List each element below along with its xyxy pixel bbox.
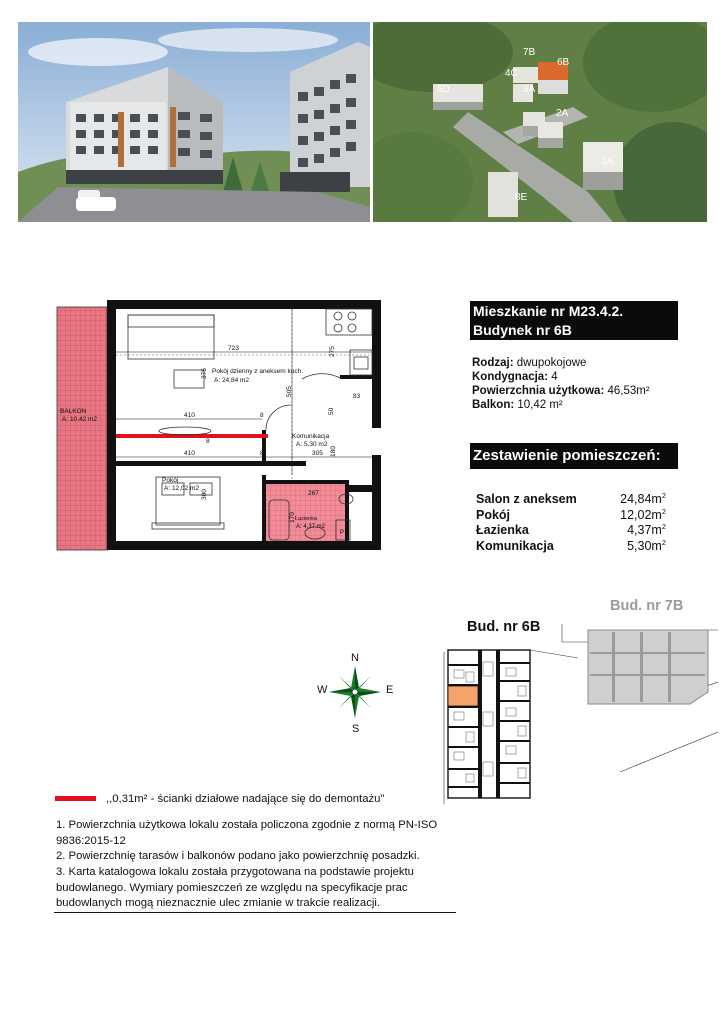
dim-505: 505 — [286, 386, 293, 397]
site-label-4c: 4C — [505, 68, 518, 79]
exterior-render-photo — [18, 22, 370, 222]
room-summary-area-unit: 2 — [661, 537, 666, 547]
building-6b-label: Bud. nr 6B — [467, 619, 541, 635]
room-summary-area-value: 4,37m — [627, 523, 662, 537]
room-summary-area — [610, 523, 666, 537]
living-room-area: A: 24,84 m2 — [214, 377, 250, 384]
dim-8-bottom: 8 — [260, 450, 264, 457]
bathroom-name: Łazienka — [295, 516, 318, 522]
dim-410-bottom: 410 — [184, 450, 195, 457]
bathroom-area-label: A: 4,37 m2 — [296, 524, 326, 530]
dim-723: 723 — [228, 345, 239, 352]
dim-305: 305 — [312, 450, 323, 457]
room-summary-name: Łazienka — [476, 523, 529, 537]
shaft-label: P — [340, 530, 345, 536]
bedroom-name: Pokój — [162, 477, 179, 484]
info-floor — [472, 370, 558, 384]
bathroom-area — [266, 484, 345, 541]
room-summary-area-value: 24,84m — [620, 492, 662, 506]
dim-410-top: 410 — [184, 412, 195, 419]
info-type-value: dwupokojowe — [516, 357, 587, 369]
room-summary-area — [610, 492, 666, 506]
compass-rose-icon — [329, 666, 381, 718]
dim-8-wall: 8 — [206, 438, 210, 445]
dim-275: 275 — [329, 346, 336, 357]
site-label-7b: 7B — [523, 47, 536, 58]
site-plan — [440, 622, 718, 804]
dim-170: 170 — [289, 512, 296, 523]
site-label-3a: 3A — [523, 84, 536, 95]
room-summary-area-value: 5,30m — [627, 538, 662, 553]
site-label-1a: 1A — [601, 156, 614, 167]
note-3: 3. Karta katalogowa lokalu została przygotowana na podstawie projektu budowlanego. Wymiary pomieszczeń ze względu na specyfikacje prac budowlanych mogą nieznacznie ulec zmianie w trakcie realizacji. — [56, 866, 414, 909]
dim-300: 300 — [201, 489, 208, 500]
balcony-area — [57, 307, 107, 550]
balcony-name: BALKON — [60, 408, 87, 415]
site-label-2a: 2A — [556, 108, 569, 119]
hallway-name: Komunikacja — [292, 433, 330, 440]
info-balcony-label: Balkon: — [472, 399, 515, 411]
building-6b-plan — [448, 650, 530, 798]
compass-east: E — [386, 684, 394, 696]
note-1: 1. Powierzchnia użytkowa lokalu została policzona zgodnie z normą PN-ISO 9836:2015-12 — [56, 819, 438, 847]
compass-west: W — [317, 684, 328, 696]
hallway-area: A: 5,30 m2 — [296, 441, 328, 448]
info-type — [472, 356, 586, 370]
room-summary-area-value: 12,02m — [620, 507, 662, 522]
living-room-name: Pokój dzienny z aneksem kuch. — [212, 368, 304, 375]
site-label-6b: 6B — [557, 57, 570, 68]
summary-title: Zestawienie pomieszczeń: — [470, 443, 678, 469]
room-summary-area-unit: 2 — [661, 506, 666, 516]
bedroom-area: A: 12,02 m2 — [164, 485, 200, 492]
room-summary-name: Salon z aneksem — [476, 492, 577, 506]
apartment-title: Mieszkanie nr M23.4.2. — [470, 301, 678, 321]
room-summary-area — [610, 508, 666, 522]
info-balcony-value: 10,42 m² — [517, 399, 563, 411]
notes-divider — [54, 912, 456, 913]
room-summary-name: Komunikacja — [476, 538, 554, 553]
building-title: Budynek nr 6B — [470, 320, 678, 340]
info-area-label: Powierzchnia użytkowa: — [472, 385, 605, 397]
compass-north: N — [351, 652, 359, 664]
room-summary-area-unit: 2 — [661, 490, 666, 500]
site-label-5d: 5D — [437, 84, 450, 95]
note-2: 2. Powierzchnię tarasów i balkonów podano jako powierzchnię posadzki. — [56, 850, 420, 862]
building-7b-plan — [588, 630, 708, 704]
room-summary-name: Pokój — [476, 507, 511, 522]
info-floor-value: 4 — [551, 371, 558, 383]
dim-267: 267 — [308, 490, 319, 497]
apartment-floorplan — [40, 295, 395, 557]
info-type-label: Rodzaj: — [472, 357, 514, 369]
building-7b-label: Bud. nr 7B — [610, 598, 684, 614]
compass-south: S — [352, 723, 360, 735]
demolition-legend-text: ,,0,31m² - ścianki działowe nadające się do demontażu" — [106, 793, 385, 805]
dim-83: 83 — [353, 393, 361, 400]
site-label-8e: 8E — [515, 192, 528, 203]
dim-375: 375 — [201, 368, 208, 379]
demolition-legend-swatch — [55, 796, 96, 801]
room-summary-area-unit: 2 — [661, 521, 666, 531]
dim-180: 180 — [330, 446, 337, 457]
apartment-location-highlight — [448, 686, 478, 706]
room-summary-area — [610, 539, 666, 553]
info-usable-area — [472, 384, 650, 398]
balcony-area-label: A: 10,42 m2 — [62, 416, 98, 423]
info-area-value: 46,53m² — [607, 385, 650, 397]
info-floor-label: Kondygnacja: — [472, 371, 549, 383]
dim-50: 50 — [328, 407, 335, 415]
dim-8-top: 8 — [260, 412, 264, 419]
site-aerial-photo — [373, 22, 707, 222]
info-balcony — [472, 398, 563, 412]
